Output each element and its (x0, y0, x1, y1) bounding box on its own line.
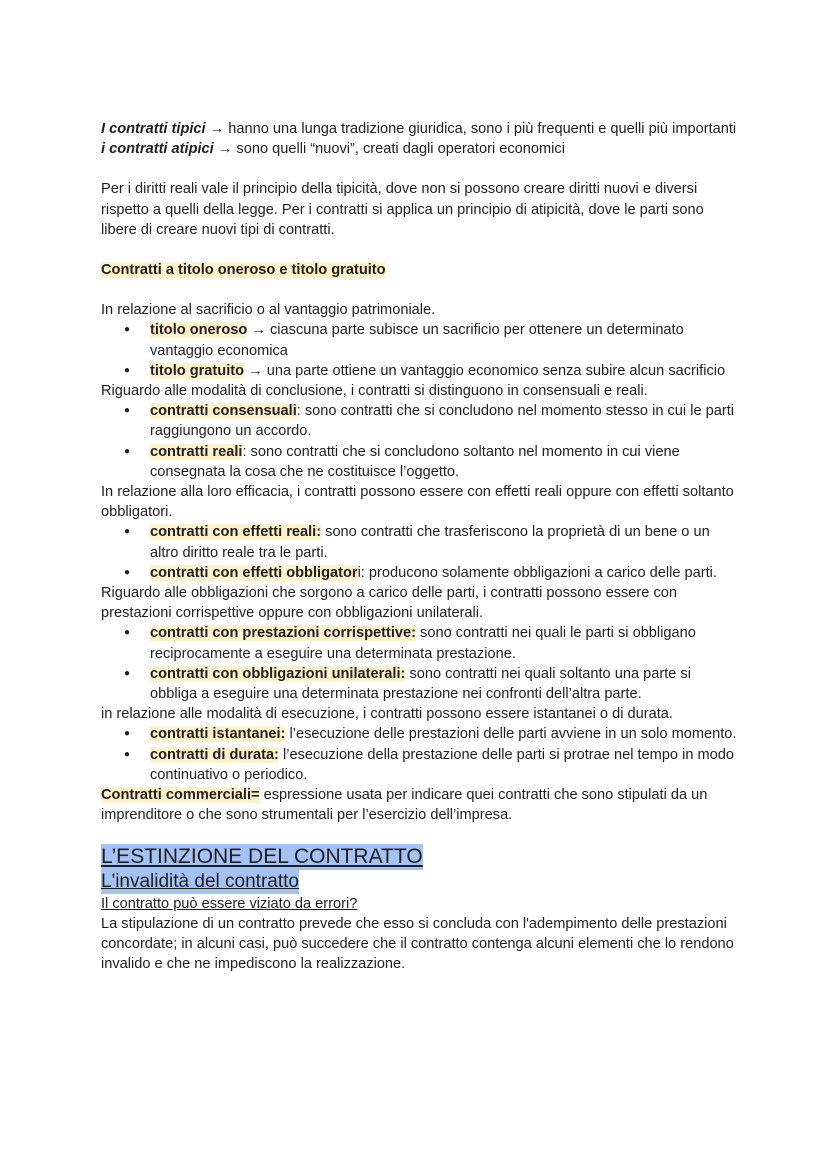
atipici-term: i contratti atipici (101, 141, 214, 158)
group-intro: in relazione alle modalità di esecuzione, i contratti possono essere istantanei o di durata. (101, 706, 673, 723)
item-text: sono contratti che trasferiscono la proprietà di un bene o un altro diritto reale tra le parti. (150, 524, 710, 561)
list-item (150, 522, 741, 562)
list-item (150, 320, 741, 360)
list-item (150, 724, 741, 744)
tipici-line (101, 119, 741, 139)
tipici-text: → hanno una lunga tradizione giuridica, sono i più frequenti e quelli più importanti (205, 121, 737, 137)
bullet-list (101, 623, 741, 704)
list-item (150, 664, 741, 704)
item-term: contratti istantanei: (150, 726, 286, 743)
atipici-text: → sono quelli “nuovi”, creati dagli operatori economici (213, 141, 565, 158)
group-intro: In relazione al sacrificio o al vantaggio patrimoniale. (101, 302, 436, 319)
heading-invalidita: L'invalidità del contratto (101, 870, 299, 892)
item-term: contratti con obbligazioni unilaterali: (150, 665, 406, 682)
bullet-list (101, 522, 741, 583)
atipici-line (101, 139, 741, 159)
group-intro: Riguardo alle modalità di conclusione, i contratti si distinguono in consensuali e reali. (101, 383, 648, 400)
commerciali-paragraph (101, 785, 741, 825)
question-line: Il contratto può essere viziato da errori? (101, 895, 358, 912)
group-intro: Riguardo alle obbligazioni che sorgono a carico delle parti, i contratti possono essere con prestazioni corrispettive oppure con obbligazioni unilaterali. (101, 585, 677, 622)
final-paragraph: La stipulazione di un contratto prevede che esso si concluda con l'adempimento delle prestazioni concordate; in alcuni casi, può succedere che il contratto contenga alcuni elementi che lo rendono invalido e che ne impediscono la realizzazione. (101, 915, 734, 973)
commerciali-text: espressione usata per indicare quei contratti che sono stipulati da un imprenditore o che sono strumentali per l’esercizio dell’impresa. (101, 787, 708, 824)
list-item (150, 563, 741, 583)
item-term: contratti con effetti reali: (150, 524, 322, 541)
list-item (150, 401, 741, 441)
group-intro: In relazione alla loro efficacia, i contratti possono essere con effetti reali oppure con effetti soltanto obbligatori. (101, 484, 734, 521)
item-text: i: producono solamente obbligazioni a carico delle parti. (357, 564, 717, 581)
item-text: sono contratti nei quali soltanto una parte si obbliga a eseguire una determinata prestazione nei confronti dell’altra parte. (150, 665, 691, 703)
bullet-list (101, 724, 741, 785)
item-text: : sono contratti che si concludono nel momento stesso in cui le parti raggiungono un accordo. (150, 403, 735, 440)
document-body (101, 119, 741, 974)
list-item (150, 745, 741, 785)
tipici-term: I contratti tipici (101, 121, 206, 137)
item-text: : sono contratti che si concludono soltanto nel momento in cui viene consegnata la cosa che ne costituisce l’oggetto. (150, 443, 680, 480)
section-title: Contratti a titolo oneroso e titolo gratuito (101, 262, 386, 279)
item-text: → ciascuna parte subisce un sacrificio per ottenere un determinato vantaggio economica (150, 322, 684, 359)
list-item (150, 361, 741, 381)
commerciali-term: Contratti commerciali= (101, 787, 260, 804)
item-term: contratti con effetti obbligator (150, 564, 358, 581)
bullet-list (101, 401, 741, 482)
item-term: titolo gratuito (150, 362, 245, 379)
item-term: contratti di durata: (150, 746, 279, 763)
tipicita-paragraph: Per i diritti reali vale il principio della tipicità, dove non si possono creare diritti nuovi e diversi rispetto a quelli della legge. Per i contratti si applica un principio di atipicità, dove le parti sono libere di creare nuovi tipi di contratti. (101, 181, 704, 238)
item-text: → una parte ottiene un vantaggio economico senza subire alcun sacrificio (244, 362, 726, 379)
item-text: l’esecuzione delle prestazioni delle parti avviene in un solo momento. (285, 726, 737, 743)
item-term: titolo oneroso (150, 322, 248, 339)
item-text: sono contratti nei quali le parti si obbligano reciprocamente a eseguire una determinata prestazione. (150, 625, 696, 662)
item-term: contratti con prestazioni corrispettive: (150, 625, 416, 642)
item-text: l’esecuzione della prestazione delle parti si protrae nel tempo in modo continuativo o periodico. (150, 746, 735, 783)
bullet-list (101, 320, 741, 381)
item-term: contratti reali (150, 443, 243, 460)
list-item (150, 623, 741, 663)
list-item (150, 442, 741, 482)
heading-estinzione: L’ESTINZIONE DEL CONTRATTO (101, 844, 423, 868)
item-term: contratti consensuali (150, 403, 297, 420)
